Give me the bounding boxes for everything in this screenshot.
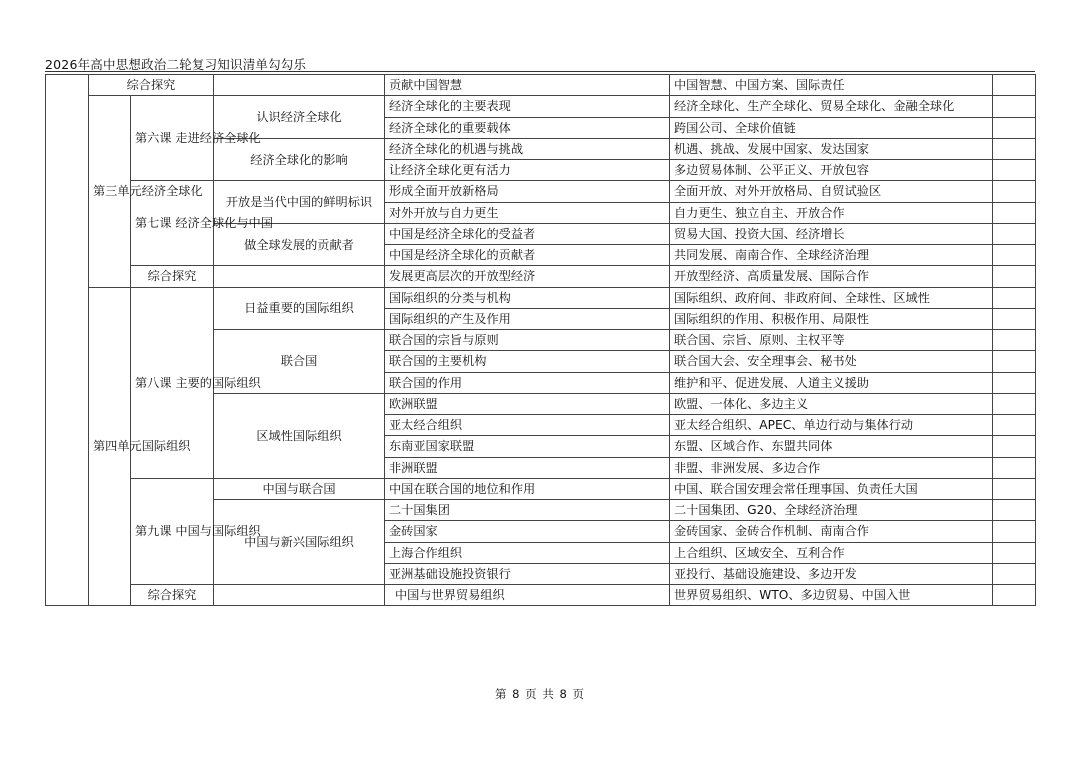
check-cell[interactable] — [993, 563, 1036, 584]
keyword-cell: 经济全球化、生产全球化、贸易全球化、金融全球化 — [670, 96, 993, 117]
point-cell: 上海合作组织 — [385, 542, 670, 563]
point-cell: 让经济全球化更有活力 — [385, 160, 670, 181]
keyword-cell: 开放型经济、高质量发展、国际合作 — [670, 266, 993, 287]
keyword-cell: 金砖国家、金砖合作机制、南南合作 — [670, 521, 993, 542]
point-cell: 中国在联合国的地位和作用 — [385, 478, 670, 499]
check-cell[interactable] — [993, 287, 1036, 308]
keyword-cell: 欧盟、一体化、多边主义 — [670, 393, 993, 414]
keyword-cell: 全面开放、对外开放格局、自贸试验区 — [670, 181, 993, 202]
check-cell[interactable] — [993, 75, 1036, 96]
keyword-cell: 亚太经合组织、APEC、单边行动与集体行动 — [670, 415, 993, 436]
keyword-cell: 国际组织的作用、积极作用、局限性 — [670, 308, 993, 329]
unit-cell: 第三单元经济全球化 — [89, 96, 131, 287]
check-cell[interactable] — [993, 436, 1036, 457]
check-cell[interactable] — [993, 457, 1036, 478]
check-cell[interactable] — [993, 96, 1036, 117]
check-cell[interactable] — [993, 117, 1036, 138]
document-header: 2026年高中思想政治二轮复习知识清单勾勾乐 — [45, 57, 307, 72]
point-cell: 亚太经合组织 — [385, 415, 670, 436]
keyword-cell: 维护和平、促进发展、人道主义援助 — [670, 372, 993, 393]
lesson-cell: 综合探究 — [131, 266, 214, 287]
check-cell[interactable] — [993, 181, 1036, 202]
keyword-cell: 联合国大会、安全理事会、秘书处 — [670, 351, 993, 372]
point-cell: 东南亚国家联盟 — [385, 436, 670, 457]
check-cell[interactable] — [993, 372, 1036, 393]
point-cell: 联合国的作用 — [385, 372, 670, 393]
topic-cell: 日益重要的国际组织 — [214, 287, 385, 330]
table-row — [46, 266, 1036, 287]
topic-cell: 做全球发展的贡献者 — [214, 223, 385, 266]
check-cell[interactable] — [993, 521, 1036, 542]
check-cell[interactable] — [993, 330, 1036, 351]
lesson-cell: 综合探究 — [131, 585, 214, 606]
table-row — [46, 96, 1036, 117]
point-cell: 经济全球化的机遇与挑战 — [385, 138, 670, 159]
point-cell: 联合国的主要机构 — [385, 351, 670, 372]
lesson-cell: 综合探究 — [89, 75, 214, 96]
keyword-cell: 机遇、挑战、发展中国家、发达国家 — [670, 138, 993, 159]
header-rule — [45, 71, 1035, 72]
lesson-cell: 第八课 主要的国际组织 — [131, 287, 214, 478]
check-cell[interactable] — [993, 585, 1036, 606]
keyword-cell: 国际组织、政府间、非政府间、全球性、区域性 — [670, 287, 993, 308]
topic-cell: 中国与新兴国际组织 — [214, 500, 385, 585]
lesson-cell: 第九课 中国与国际组织 — [131, 478, 214, 584]
check-cell[interactable] — [993, 223, 1036, 244]
page-footer: 第 8 页 共 8 页 — [495, 687, 585, 701]
keyword-cell: 非盟、非洲发展、多边合作 — [670, 457, 993, 478]
point-cell: 发展更高层次的开放型经济 — [385, 266, 670, 287]
keyword-cell: 多边贸易体制、公平正义、开放包容 — [670, 160, 993, 181]
point-cell: 欧洲联盟 — [385, 393, 670, 414]
topic-cell — [214, 585, 385, 606]
table-row — [46, 287, 1036, 308]
topic-cell — [214, 75, 385, 96]
point-cell: 二十国集团 — [385, 500, 670, 521]
keyword-cell: 贸易大国、投资大国、经济增长 — [670, 223, 993, 244]
topic-cell: 开放是当代中国的鲜明标识 — [214, 181, 385, 224]
point-cell: 经济全球化的重要载体 — [385, 117, 670, 138]
point-cell: 联合国的宗旨与原则 — [385, 330, 670, 351]
point-cell: 亚洲基础设施投资银行 — [385, 563, 670, 584]
table-row — [46, 478, 1036, 499]
point-cell: 形成全面开放新格局 — [385, 181, 670, 202]
check-cell[interactable] — [993, 351, 1036, 372]
check-cell[interactable] — [993, 245, 1036, 266]
keyword-cell: 中国智慧、中国方案、国际责任 — [670, 75, 993, 96]
keyword-cell: 世界贸易组织、WTO、多边贸易、中国入世 — [670, 585, 993, 606]
knowledge-table — [45, 74, 1036, 606]
point-cell: 国际组织的分类与机构 — [385, 287, 670, 308]
topic-cell — [214, 266, 385, 287]
left-margin-cell — [46, 75, 89, 606]
check-cell[interactable] — [993, 542, 1036, 563]
check-cell[interactable] — [993, 138, 1036, 159]
keyword-cell: 联合国、宗旨、原则、主权平等 — [670, 330, 993, 351]
point-cell: 贡献中国智慧 — [385, 75, 670, 96]
keyword-cell: 东盟、区域合作、东盟共同体 — [670, 436, 993, 457]
topic-cell: 认识经济全球化 — [214, 96, 385, 139]
check-cell[interactable] — [993, 393, 1036, 414]
point-cell: 对外开放与自力更生 — [385, 202, 670, 223]
keyword-cell: 上合组织、区域安全、互利合作 — [670, 542, 993, 563]
check-cell[interactable] — [993, 415, 1036, 436]
check-cell[interactable] — [993, 478, 1036, 499]
check-cell[interactable] — [993, 160, 1036, 181]
keyword-cell: 中国、联合国安理会常任理事国、负责任大国 — [670, 478, 993, 499]
check-cell[interactable] — [993, 266, 1036, 287]
unit-cell: 第四单元国际组织 — [89, 287, 131, 606]
keyword-cell: 自力更生、独立自主、开放合作 — [670, 202, 993, 223]
topic-cell: 联合国 — [214, 330, 385, 394]
lesson-cell: 第七课 经济全球化与中国 — [131, 181, 214, 266]
keyword-cell: 共同发展、南南合作、全球经济治理 — [670, 245, 993, 266]
keyword-cell: 二十国集团、G20、全球经济治理 — [670, 500, 993, 521]
point-cell: 金砖国家 — [385, 521, 670, 542]
point-cell: 中国是经济全球化的贡献者 — [385, 245, 670, 266]
point-cell: 中国与世界贸易组织 — [385, 585, 670, 606]
table-row — [46, 75, 1036, 96]
check-cell[interactable] — [993, 500, 1036, 521]
table-row — [46, 585, 1036, 606]
point-cell: 非洲联盟 — [385, 457, 670, 478]
keyword-cell: 跨国公司、全球价值链 — [670, 117, 993, 138]
check-cell[interactable] — [993, 308, 1036, 329]
point-cell: 中国是经济全球化的受益者 — [385, 223, 670, 244]
topic-cell: 区域性国际组织 — [214, 393, 385, 478]
topic-cell: 中国与联合国 — [214, 478, 385, 499]
point-cell: 国际组织的产生及作用 — [385, 308, 670, 329]
check-cell[interactable] — [993, 202, 1036, 223]
point-cell: 经济全球化的主要表现 — [385, 96, 670, 117]
topic-cell: 经济全球化的影响 — [214, 138, 385, 181]
keyword-cell: 亚投行、基础设施建设、多边开发 — [670, 563, 993, 584]
lesson-cell: 第六课 走进经济全球化 — [131, 96, 214, 181]
